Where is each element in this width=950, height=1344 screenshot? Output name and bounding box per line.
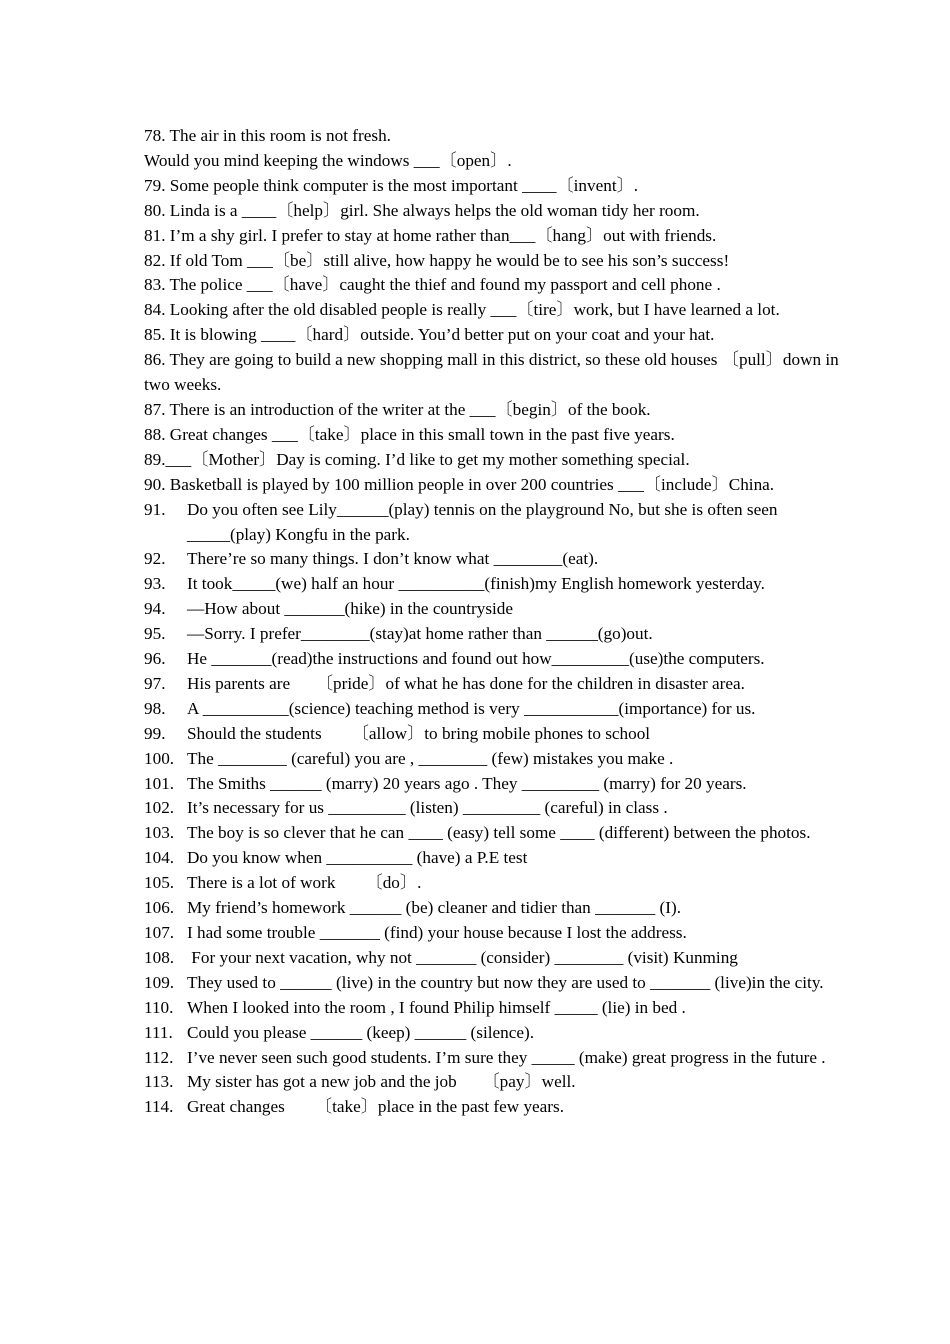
exercise-text: His parents are 〔pride〕of what he has done for the children in disaster area. — [187, 673, 745, 693]
exercise-78-line: 78. The air in this room is not fresh. — [144, 126, 391, 145]
exercise-text: A __________(science) teaching method is very ___________(importance) for us. — [187, 698, 756, 718]
exercise-number: 114. — [144, 1097, 174, 1117]
exercise-item — [144, 747, 850, 772]
exercise-number: 107. — [144, 923, 175, 942]
exercise-item — [144, 572, 850, 597]
exercise-text: The ________ (careful) you are , ________ (few) mistakes you make . — [187, 748, 674, 768]
exercise-text: I had some trouble _______ (find) your house because I lost the address. — [187, 923, 687, 942]
exercise-number: 100. — [144, 748, 175, 768]
exercise-number: 98. — [144, 698, 166, 718]
exercise-number: 99. — [144, 723, 166, 743]
numbered-exercise-list — [144, 498, 850, 1121]
exercise-83: 83. The police ___〔have〕caught the thief and found my passport and cell phone . — [144, 275, 721, 295]
exercise-item — [144, 996, 850, 1021]
exercise-item — [144, 1070, 850, 1095]
exercise-item — [144, 1021, 850, 1046]
exercise-number: 112. — [144, 1047, 174, 1067]
exercise-81: 81. I’m a shy girl. I prefer to stay at home rather than___〔hang〕out with friends. — [144, 225, 717, 245]
exercise-item — [144, 921, 850, 946]
exercise-85: 85. It is blowing ____〔hard〕outside. You’d better put on your coat and your hat. — [144, 325, 715, 345]
exercise-item — [144, 971, 850, 996]
exercise-text: Should the students 〔allow〕to bring mobile phones to school — [187, 723, 651, 743]
exercise-text: I’ve never seen such good students. I’m sure they _____ (make) great progress in the future . — [187, 1047, 826, 1067]
exercise-text: Do you know when __________ (have) a P.E test — [187, 848, 528, 868]
exercise-number: 96. — [144, 649, 166, 669]
exercise-78-question: Would you mind keeping the windows ___〔open〕. — [144, 150, 512, 170]
exercise-number: 106. — [144, 898, 175, 918]
exercise-number: 92. — [144, 549, 166, 569]
exercise-number: 111. — [144, 1022, 173, 1042]
exercise-text: For your next vacation, why not _______ (consider) ________ (visit) Kunming — [187, 947, 738, 967]
exercise-number: 102. — [144, 798, 175, 818]
exercise-number: 105. — [144, 873, 175, 893]
exercise-item — [144, 772, 850, 797]
exercise-82: 82. If old Tom ___〔be〕still alive, how happy he would be to see his son’s success! — [144, 250, 730, 270]
exercise-item — [144, 946, 850, 971]
exercise-item — [144, 796, 850, 821]
exercise-item — [144, 647, 850, 672]
exercise-item — [144, 1046, 850, 1071]
exercise-number: 94. — [144, 599, 166, 619]
exercise-number: 103. — [144, 823, 175, 843]
exercise-79: 79. Some people think computer is the most important ____〔invent〕. — [144, 175, 639, 195]
exercise-item — [144, 896, 850, 921]
exercise-number: 113. — [144, 1072, 174, 1092]
exercise-88: 88. Great changes ___〔take〕place in this small town in the past five years. — [144, 424, 675, 444]
exercise-number: 91. — [144, 499, 166, 519]
exercise-number: 93. — [144, 574, 166, 594]
exercise-item — [144, 1095, 850, 1120]
exercise-90: 90. Basketball is played by 100 million people in over 200 countries ___〔include〕China. — [144, 474, 775, 494]
exercise-text: It took_____(we) half an hour __________(finish)my English homework yesterday. — [187, 574, 765, 594]
exercise-text: The Smiths ______ (marry) 20 years ago . They _________ (marry) for 20 years. — [187, 773, 747, 793]
exercise-text: —Sorry. I prefer________(stay)at home rather than ______(go)out. — [187, 624, 653, 644]
exercise-number: 97. — [144, 673, 166, 693]
exercise-text: When I looked into the room , I found Philip himself _____ (lie) in bed . — [187, 997, 686, 1017]
exercise-text: Do you often see Lily______(play) tennis on the playground No, but she is often seen _____(play) Kongfu in the park. — [187, 499, 778, 544]
exercise-item — [144, 498, 850, 548]
exercise-content — [144, 124, 850, 1120]
exercise-text: —How about _______(hike) in the countryside — [187, 599, 514, 619]
exercise-87: 87. There is an introduction of the writer at the ___〔begin〕of the book. — [144, 399, 651, 419]
exercise-item — [144, 597, 850, 622]
exercise-80: 80. Linda is a ____〔help〕girl. She always helps the old woman tidy her room. — [144, 200, 700, 220]
exercise-86: 86. They are going to build a new shopping mall in this district, so these old houses 〔pull〕down in two weeks. — [144, 350, 839, 395]
exercise-item — [144, 547, 850, 572]
exercise-item — [144, 722, 850, 747]
exercise-item — [144, 871, 850, 896]
exercise-text: My sister has got a new job and the job 〔pay〕well. — [187, 1072, 576, 1092]
exercise-text: Great changes 〔take〕place in the past few years. — [187, 1097, 565, 1117]
exercise-text: There is a lot of work 〔do〕. — [187, 873, 422, 893]
exercise-89: 89.___〔Mother〕Day is coming. I’d like to get my mother something special. — [144, 449, 690, 469]
exercise-item — [144, 846, 850, 871]
exercise-text: The boy is so clever that he can ____ (easy) tell some ____ (different) between the photos. — [187, 823, 811, 843]
exercise-number: 101. — [144, 773, 175, 793]
exercise-text: Could you please ______ (keep) ______ (silence). — [187, 1022, 535, 1042]
exercise-item — [144, 697, 850, 722]
exercise-84: 84. Looking after the old disabled people is really ___〔tire〕work, but I have learned a lot. — [144, 300, 780, 320]
exercise-text: My friend’s homework ______ (be) cleaner and tidier than _______ (I). — [187, 898, 681, 918]
exercise-number: 109. — [144, 972, 175, 992]
exercise-text: There’re so many things. I don’t know what ________(eat). — [187, 549, 599, 569]
exercise-number: 110. — [144, 997, 174, 1017]
exercise-text: They used to ______ (live) in the country but now they are used to _______ (live)in the city. — [187, 972, 824, 992]
exercise-number: 104. — [144, 848, 175, 868]
exercise-number: 108. — [144, 947, 175, 967]
exercise-text: He _______(read)the instructions and found out how_________(use)the computers. — [187, 649, 765, 669]
exercise-item — [144, 672, 850, 697]
exercise-text: It’s necessary for us _________ (listen) _________ (careful) in class . — [187, 798, 668, 818]
exercise-item — [144, 622, 850, 647]
exercise-item — [144, 821, 850, 846]
exercise-number: 95. — [144, 624, 166, 644]
